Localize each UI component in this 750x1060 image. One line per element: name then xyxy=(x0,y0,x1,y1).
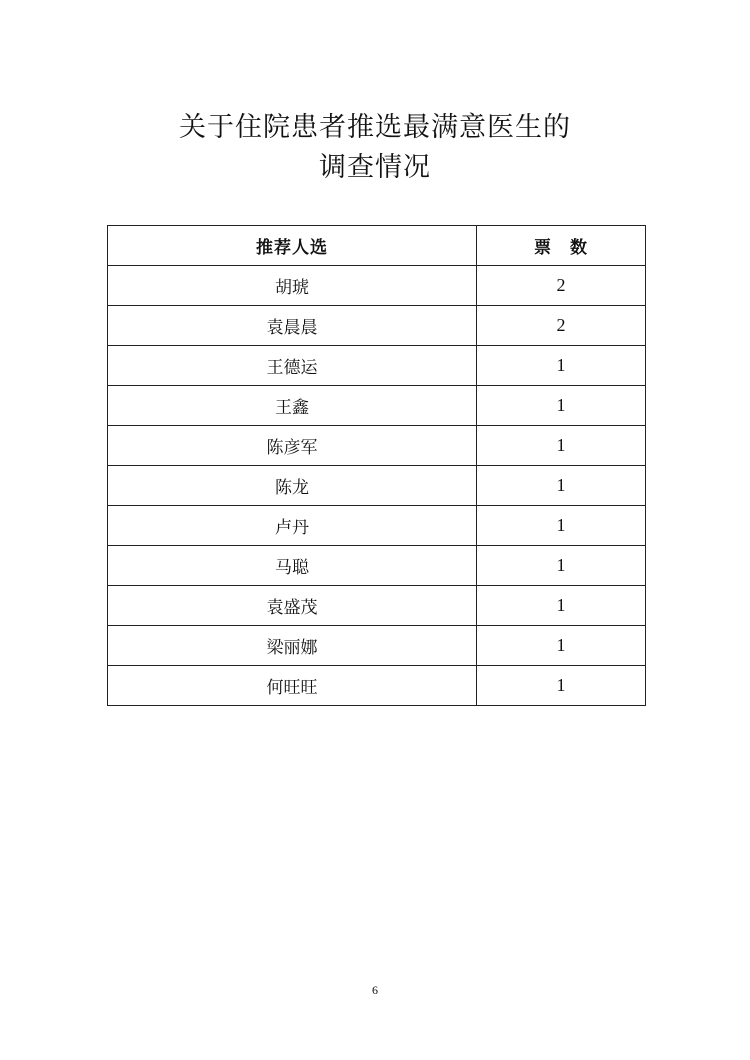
nominee-name: 王德运 xyxy=(108,346,477,386)
nominee-name: 陈彦军 xyxy=(108,426,477,466)
vote-count: 1 xyxy=(477,386,646,426)
table-row xyxy=(108,266,646,306)
table-row xyxy=(108,426,646,466)
vote-count: 2 xyxy=(477,306,646,346)
nominee-name: 胡琥 xyxy=(108,266,477,306)
column-header-votes: 票 数 xyxy=(477,226,646,266)
nominee-name: 卢丹 xyxy=(108,506,477,546)
table-row xyxy=(108,466,646,506)
nominee-name: 梁丽娜 xyxy=(108,626,477,666)
table-row xyxy=(108,586,646,626)
vote-count: 1 xyxy=(477,586,646,626)
nominee-name: 袁晨晨 xyxy=(108,306,477,346)
nominee-name: 何旺旺 xyxy=(108,666,477,706)
page-number: 6 xyxy=(372,983,378,997)
nominee-name: 王鑫 xyxy=(108,386,477,426)
document-title-line-1: 关于住院患者推选最满意医生的 xyxy=(179,112,571,143)
vote-count: 1 xyxy=(477,346,646,386)
vote-count: 1 xyxy=(477,626,646,666)
vote-count: 1 xyxy=(477,506,646,546)
table-row xyxy=(108,346,646,386)
table-row xyxy=(108,306,646,346)
nominee-name: 袁盛茂 xyxy=(108,586,477,626)
vote-count: 1 xyxy=(477,466,646,506)
vote-count: 2 xyxy=(477,266,646,306)
document-title-line-2: 调查情况 xyxy=(319,152,431,183)
vote-count: 1 xyxy=(477,666,646,706)
table-row xyxy=(108,506,646,546)
table-row xyxy=(108,666,646,706)
votes-table xyxy=(107,225,646,706)
vote-count: 1 xyxy=(477,426,646,466)
nominee-name: 马聪 xyxy=(108,546,477,586)
column-header-nominee: 推荐人选 xyxy=(108,226,477,266)
vote-count: 1 xyxy=(477,546,646,586)
table-row xyxy=(108,626,646,666)
table-row xyxy=(108,546,646,586)
nominee-name: 陈龙 xyxy=(108,466,477,506)
table-row xyxy=(108,386,646,426)
table-header-row xyxy=(108,226,646,266)
